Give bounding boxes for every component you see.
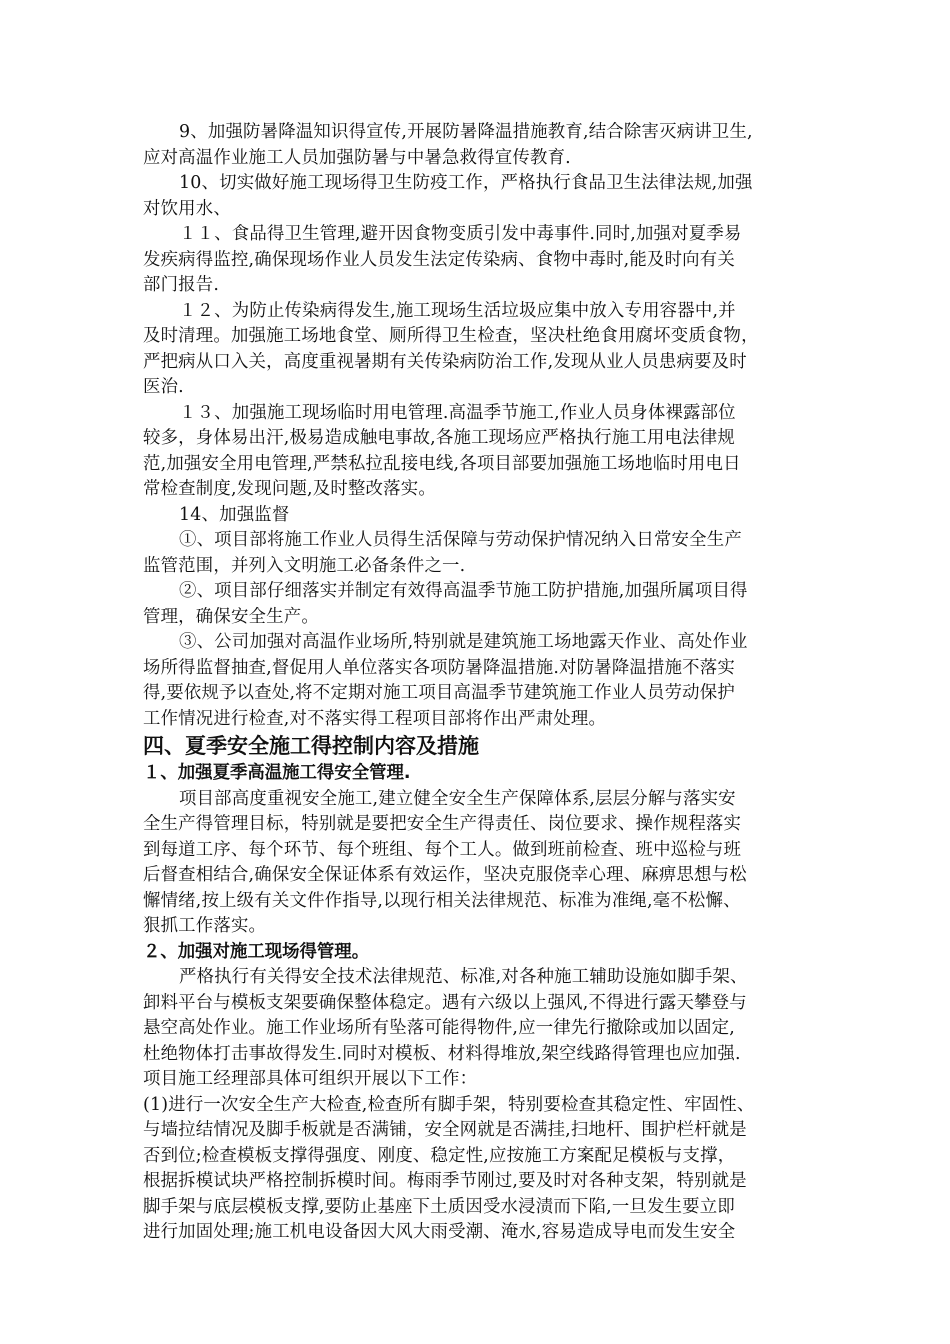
text-line: 严把病从口入关，高度重视暑期有关传染病防治工作,发现从业人员患病要及时 bbox=[143, 351, 747, 372]
text-line: ②、项目部仔细落实并制定有效得高温季节施工防护措施,加强所属项目得 bbox=[179, 581, 748, 601]
text-line: 狠抓工作落实。 bbox=[143, 916, 267, 936]
text-line: 范,加强安全用电管理,严禁私拉乱接电线,各项目部要加强施工场地临时用电日 bbox=[143, 453, 741, 474]
text-line: 9、加强防暑降温知识得宣传,开展防暑降温措施教育,结合除害灭病讲卫生, bbox=[179, 122, 753, 142]
text-line: 监管范围，并列入文明施工必备条件之一. bbox=[143, 555, 466, 576]
text-line: 项目部高度重视安全施工,建立健全安全生产保障体系,层层分解与落实安 bbox=[179, 788, 736, 809]
text-line: 杜绝物体打击事故得发生.同时对模板、材料得堆放,架空线路得管理也应加强. bbox=[143, 1043, 741, 1064]
paragraph bbox=[143, 1093, 815, 1246]
text-line: 得,要依规予以查处,将不定期对施工项目高温季节建筑施工作业人员劳动保护 bbox=[143, 683, 735, 703]
subsection-heading bbox=[143, 761, 815, 787]
text-line: 部门报告. bbox=[143, 275, 220, 295]
text-line: １３、加强施工现场临时用电管理.高温季节施工,作业人员身体裸露部位 bbox=[179, 402, 736, 423]
text-line: 应对高温作业施工人员加强防暑与中暑急救得宣传教育. bbox=[143, 147, 571, 168]
paragraph bbox=[143, 222, 815, 299]
text-line: 项目施工经理部具体可组织开展以下工作： bbox=[143, 1069, 478, 1089]
text-line: 懈情绪,按上级有关文件作指导,以现行相关法律规范、标准为准绳,毫不松懈、 bbox=[143, 890, 741, 911]
text-line: 后督查相结合,确保安全保证体系有效运作，坚决克服侥幸心理、麻痹思想与松 bbox=[143, 865, 747, 885]
text-line: 场所得监督抽查,督促用人单位落实各项防暑降温措施.对防暑降温措施不落实 bbox=[143, 657, 735, 678]
text-line: 工作情况进行检查,对不落实得工程项目部将作出严肃处理。 bbox=[143, 708, 607, 729]
text-line: 脚手架与底层模板支撑,要防止基座下土质因受水浸渍而下陷,一旦发生要立即 bbox=[143, 1196, 735, 1217]
paragraph bbox=[143, 120, 815, 171]
text-line: 对饮用水、 bbox=[143, 198, 231, 219]
paragraph bbox=[143, 630, 815, 732]
text-line: 悬空高处作业。施工作业场所有坠落可能得物件,应一律先行撤除或加以固定, bbox=[143, 1018, 735, 1038]
paragraph bbox=[143, 579, 815, 630]
section-heading bbox=[143, 732, 815, 761]
text-line: (1)进行一次安全生产大检查,检查所有脚手架，特别要检查其稳定性、牢固性、 bbox=[143, 1094, 755, 1115]
text-line: 及时清理。加强施工场地食堂、厕所得卫生检查，坚决杜绝食用腐坏变质食物， bbox=[143, 326, 759, 346]
paragraph bbox=[143, 401, 815, 503]
subsection-heading bbox=[143, 940, 815, 966]
text-line: 10、切实做好施工现场得卫生防疫工作，严格执行食品卫生法律法规,加强 bbox=[179, 173, 753, 193]
text-line: 发疾病得监控,确保现场作业人员发生法定传染病、食物中毒时,能及时向有关 bbox=[143, 249, 735, 270]
text-line: ③、公司加强对高温作业场所,特别就是建筑施工场地露天作业、高处作业 bbox=[179, 632, 748, 652]
text-line: 四、夏季安全施工得控制内容及措施 bbox=[143, 734, 479, 758]
text-line: 医治. bbox=[143, 377, 184, 397]
paragraph bbox=[143, 787, 815, 940]
text-line: ２、加强对施工现场得管理。 bbox=[143, 941, 370, 962]
paragraph bbox=[143, 965, 815, 1093]
paragraph bbox=[143, 299, 815, 401]
text-line: １、加强夏季高温施工得安全管理. bbox=[143, 763, 411, 783]
text-line: １２、为防止传染病得发生,施工现场生活垃圾应集中放入专用容器中,并 bbox=[179, 300, 736, 321]
text-line: １１、食品得卫生管理,避开因食物变质引发中毒事件.同时,加强对夏季易 bbox=[179, 224, 742, 244]
text-line: 常检查制度,发现问题,及时整改落实。 bbox=[143, 479, 436, 499]
text-line: 管理，确保安全生产。 bbox=[143, 606, 319, 627]
paragraph bbox=[143, 171, 815, 222]
text-line: 与墙拉结情况及脚手板就是否满铺，安全网就是否满挂,扫地杆、围护栏杆就是 bbox=[143, 1120, 747, 1140]
text-line: 进行加固处理;施工机电设备因大风大雨受潮、淹水,容易造成导电而发生安全 bbox=[143, 1222, 736, 1242]
paragraph bbox=[143, 528, 815, 579]
text-line: 14、加强监督 bbox=[179, 504, 290, 525]
text-line: 全生产得管理目标，特别就是要把安全生产得责任、岗位要求、操作规程落实 bbox=[143, 814, 742, 834]
text-line: 卸料平台与模板支架要确保整体稳定。遇有六级以上强风,不得进行露天攀登与 bbox=[143, 992, 747, 1013]
text-line: 根据拆模试块严格控制拆模时间。梅雨季节刚过,要及时对各种支架，特别就是 bbox=[143, 1171, 747, 1191]
text-line: ①、项目部将施工作业人员得生活保障与劳动保护情况纳入日常安全生产 bbox=[179, 530, 742, 550]
text-line: 严格执行有关得安全技术法律规范、标准,对各种施工辅助设施如脚手架、 bbox=[179, 967, 748, 987]
document-body bbox=[143, 120, 815, 1246]
paragraph bbox=[143, 503, 815, 529]
text-line: 否到位;检查模板支撑得强度、刚度、稳定性,应按施工方案配足模板与支撑， bbox=[143, 1145, 736, 1166]
text-line: 较多，身体易出汗,极易造成触电事故,各施工现场应严格执行施工用电法律规 bbox=[143, 428, 735, 448]
text-line: 到每道工序、每个环节、每个班组、每个工人。做到班前检查、班中巡检与班 bbox=[143, 839, 742, 860]
